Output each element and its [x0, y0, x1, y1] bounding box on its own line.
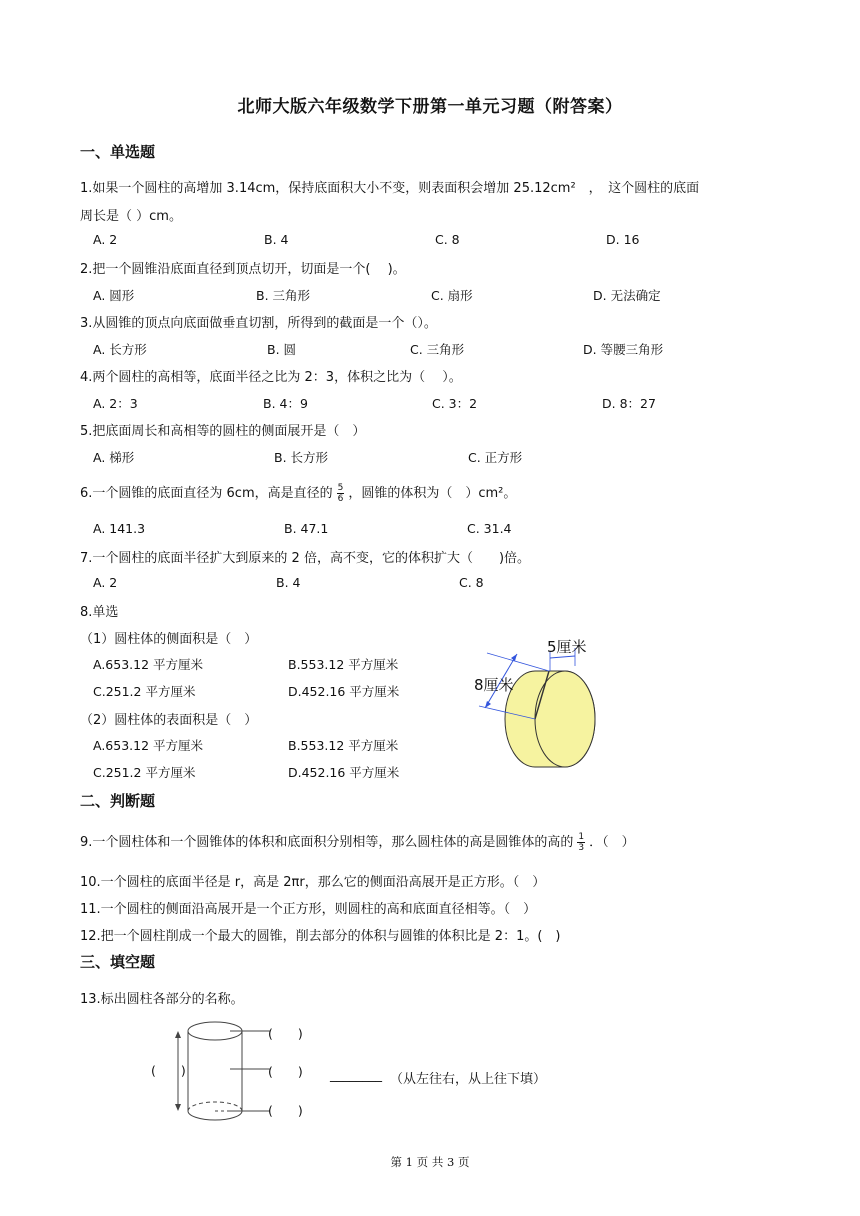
q9-fraction	[577, 832, 585, 853]
q6-fraction-numerator: 5	[337, 483, 344, 493]
q6-fraction-denominator: 6	[337, 494, 344, 504]
q6-option-c[interactable]: C. 31.4	[467, 521, 512, 536]
q3-option-c[interactable]: C. 三角形	[410, 342, 465, 357]
q5-option-a[interactable]: A. 梯形	[93, 450, 135, 465]
section-heading-single-choice: 一、单选题	[80, 143, 156, 161]
q8-1-option-b[interactable]: B.553.12 平方厘米	[288, 657, 399, 672]
height-label: 8厘米	[474, 676, 514, 694]
q6-option-b[interactable]: B. 47.1	[284, 521, 329, 536]
q6-fraction	[337, 483, 345, 504]
question-5: 5.把底面周长和高相等的圆柱的侧面展开是（ ）	[80, 424, 366, 439]
q9-fraction-denominator: 3	[578, 843, 585, 853]
question-13: 13.标出圆柱各部分的名称。	[80, 992, 244, 1007]
height-marker-arrow-top	[175, 1031, 181, 1038]
question-7: 7.一个圆柱的底面半径扩大到原来的 2 倍，高不变，它的体积扩大（ )倍。	[80, 551, 531, 566]
q7-option-c[interactable]: C. 8	[459, 575, 484, 590]
cylinder-front-face	[535, 671, 595, 767]
page-title: 北师大版六年级数学下册第一单元习题（附答案）	[237, 97, 623, 117]
question-8: 8.单选	[80, 605, 119, 620]
height-marker-arrow-bottom	[175, 1104, 181, 1111]
q2-option-b[interactable]: B. 三角形	[256, 288, 311, 303]
question-11: 11.一个圆柱的侧面沿高展开是一个正方形，则圆柱的高和底面直径相等。（ ）	[80, 902, 537, 917]
q3-option-d[interactable]: D. 等腰三角形	[583, 342, 664, 357]
question-9	[80, 831, 635, 853]
q6-option-a[interactable]: A. 141.3	[93, 521, 146, 536]
q4-option-c[interactable]: C. 3：2	[432, 396, 478, 411]
q5-option-c[interactable]: C. 正方形	[468, 450, 523, 465]
q6-text-pre: 6.一个圆锥的底面直径为 6cm，高是直径的	[80, 486, 333, 501]
q4-option-a[interactable]: A. 2：3	[93, 396, 138, 411]
q13-answer-bracket-2[interactable]: ( )	[268, 1064, 303, 1079]
q9-text-pre: 9.一个圆柱体和一个圆锥体的体积和底面积分别相等，那么圆柱体的高是圆锥体的高的	[80, 835, 574, 850]
page-footer: 第 1 页 共 3 页	[390, 1155, 470, 1169]
question-12: 12.把一个圆柱削成一个最大的圆锥，削去部分的体积与圆锥的体积比是 2：1。( )	[80, 929, 561, 944]
q8-1-option-d[interactable]: D.452.16 平方厘米	[288, 684, 400, 699]
q13-hint: （从左往右，从上往下填）	[390, 1072, 547, 1087]
section-heading-true-false: 二、判断题	[80, 792, 156, 810]
question-1-line-1: 1.如果一个圆柱的高增加 3.14cm，保持底面积大小不变，则表面积会增加 25.12cm² ， 这个圆柱的底面	[80, 181, 700, 196]
q8-subquestion-2: （2）圆柱体的表面积是（ ）	[80, 713, 258, 728]
question-10: 10.一个圆柱的底面半径是 r，高是 2πr，那么它的侧面沿高展开是正方形。（ ）	[80, 875, 546, 890]
q1-option-d[interactable]: D. 16	[606, 232, 640, 247]
q7-option-b[interactable]: B. 4	[276, 575, 301, 590]
q9-fraction-numerator: 1	[578, 832, 585, 842]
q7-option-a[interactable]: A. 2	[93, 575, 118, 590]
q13-answer-bracket-left[interactable]: ( )	[151, 1063, 186, 1078]
height-arrow-bottom	[485, 701, 491, 708]
question-4: 4.两个圆柱的高相等，底面半径之比为 2：3，体积之比为（ ）。	[80, 370, 462, 385]
section-heading-fill-in: 三、填空题	[80, 953, 156, 971]
q1-option-c[interactable]: C. 8	[435, 232, 460, 247]
cylinder-bottom-back-dashed	[188, 1102, 242, 1111]
q13-answer-blank[interactable]: ________	[330, 1068, 382, 1083]
q1-option-b[interactable]: B. 4	[264, 232, 289, 247]
cylinder-bottom-front	[188, 1111, 242, 1120]
q8-2-option-b[interactable]: B.553.12 平方厘米	[288, 738, 399, 753]
question-3: 3.从圆锥的顶点向底面做垂直切割，所得到的截面是一个（）。	[80, 316, 437, 331]
q6-text-post: ，圆锥的体积为（ ）cm²。	[348, 486, 517, 501]
q8-2-option-c[interactable]: C.251.2 平方厘米	[93, 765, 196, 780]
q1-option-a[interactable]: A. 2	[93, 232, 118, 247]
q5-option-b[interactable]: B. 长方形	[274, 450, 329, 465]
q8-subquestion-1: （1）圆柱体的侧面积是（ ）	[80, 632, 258, 647]
q3-option-b[interactable]: B. 圆	[267, 342, 297, 357]
radius-dimension-line	[550, 656, 575, 658]
q4-option-d[interactable]: D. 8：27	[602, 396, 656, 411]
q8-1-option-a[interactable]: A.653.12 平方厘米	[93, 657, 204, 672]
question-6	[80, 482, 516, 504]
q9-text-post: ．（ ）	[589, 835, 635, 850]
q8-1-option-c[interactable]: C.251.2 平方厘米	[93, 684, 196, 699]
q8-2-option-a[interactable]: A.653.12 平方厘米	[93, 738, 204, 753]
q4-option-b[interactable]: B. 4：9	[263, 396, 308, 411]
question-1-line-2: 周长是（ ）cm。	[80, 209, 182, 224]
q2-option-a[interactable]: A. 圆形	[93, 288, 135, 303]
height-extension-top	[487, 653, 549, 671]
q2-option-c[interactable]: C. 扇形	[431, 288, 473, 303]
q13-answer-bracket-3[interactable]: ( )	[268, 1103, 303, 1118]
cylinder-figure	[455, 628, 605, 790]
question-2: 2.把一个圆锥沿底面直径到顶点切开，切面是一个( )。	[80, 262, 406, 277]
q13-answer-bracket-1[interactable]: ( )	[268, 1026, 303, 1041]
q3-option-a[interactable]: A. 长方形	[93, 342, 147, 357]
q8-2-option-d[interactable]: D.452.16 平方厘米	[288, 765, 400, 780]
radius-label: 5厘米	[547, 638, 587, 656]
q2-option-d[interactable]: D. 无法确定	[593, 288, 661, 303]
